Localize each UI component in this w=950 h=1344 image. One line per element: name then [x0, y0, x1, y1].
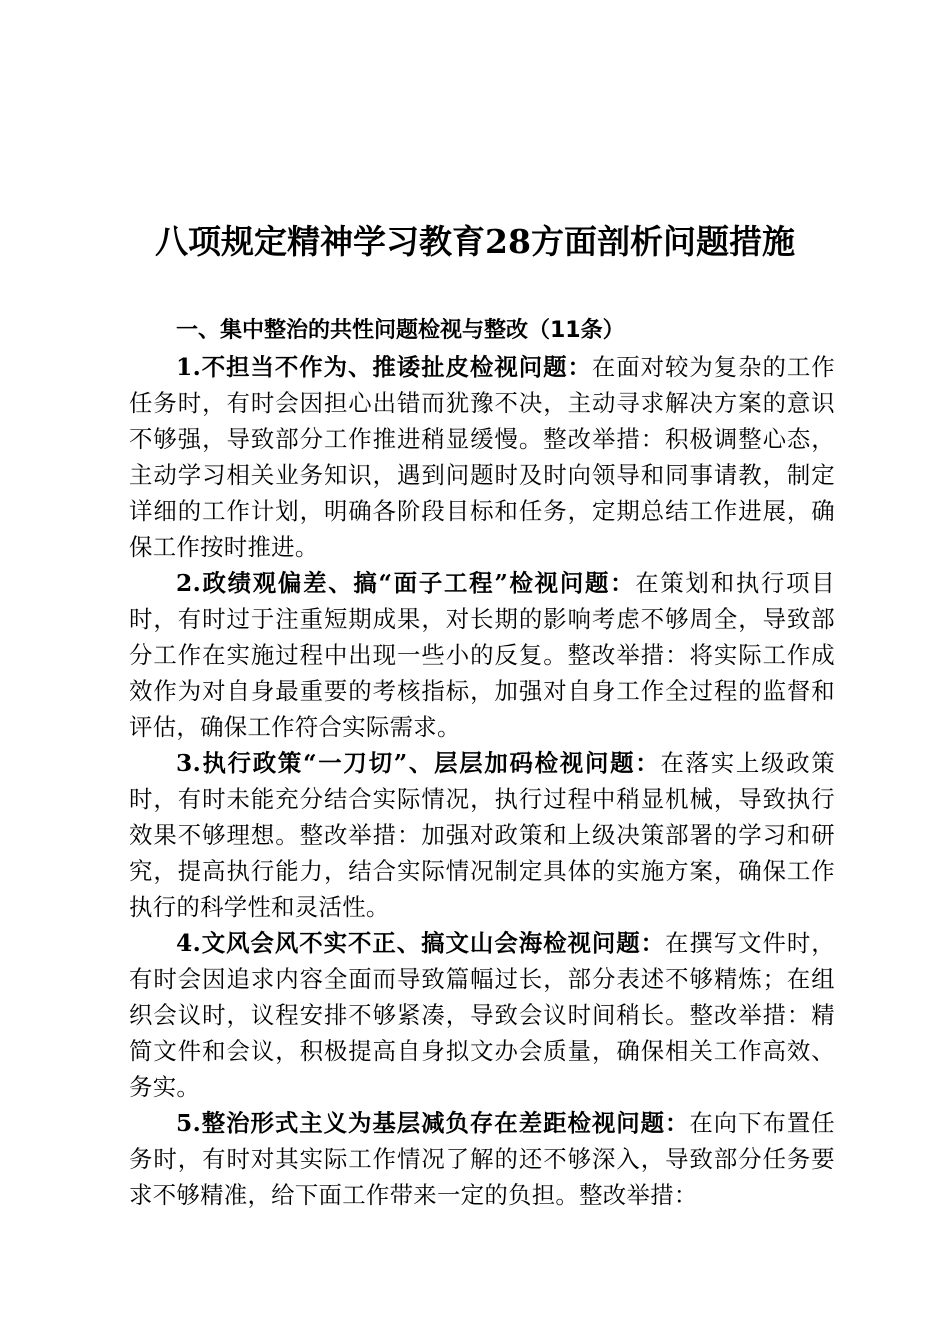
item-text: 在策划和执行项目时，有时过于注重短期成果，对长期的影响考虑不够周全，导致部分工作在实施过程中出现一些小的反复。整改举措：将实际工作成效作为对自身最重要的考核指标，加强对自身工作全过程的监督和评估，确保工作符合实际需求。 — [129, 569, 835, 741]
item-text: 在撰写文件时，有时会因追求内容全面而导致篇幅过长，部分表述不够精炼；在组织会议时，议程安排不够紧凑，导致会议时间稍长。整改举措：精简文件和会议，积极提高自身拟文办会质量，确保相关工作高效、务实。 — [129, 929, 835, 1101]
list-item — [129, 349, 835, 565]
item-text: 在落实上级政策时，有时未能充分结合实际情况，执行过程中稍显机械，导致执行效果不够理想。整改举措：加强对政策和上级决策部署的学习和研究，提高执行能力，结合实际情况制定具体的实施方案，确保工作执行的科学性和灵活性。 — [129, 749, 835, 921]
item-heading: 2.政绩观偏差、搞“面子工程”检视问题： — [176, 569, 636, 597]
document-title: 八项规定精神学习教育28方面剖析问题措施 — [155, 222, 795, 261]
list-item — [129, 565, 835, 745]
item-heading: 3.执行政策“一刀切”、层层加码检视问题： — [176, 749, 661, 777]
document-body — [129, 313, 835, 1213]
item-text: 在面对较为复杂的工作任务时，有时会因担心出错而犹豫不决，主动寻求解决方案的意识不够强，导致部分工作推进稍显缓慢。整改举措：积极调整心态，主动学习相关业务知识，遇到问题时及时向领导和同事请教，制定详细的工作计划，明确各阶段目标和任务，定期总结工作进展，确保工作按时推进。 — [129, 353, 836, 561]
item-heading: 5.整治形式主义为基层减负存在差距检视问题： — [176, 1109, 690, 1137]
section-heading: 一、集中整治的共性问题检视与整改（11条） — [176, 318, 625, 343]
item-heading: 1.不担当不作为、推诿扯皮检视问题： — [176, 353, 592, 381]
list-item — [129, 1105, 835, 1213]
list-item — [129, 745, 835, 925]
item-heading: 4.文风会风不实不正、搞文山会海检视问题： — [176, 929, 665, 957]
list-item — [129, 925, 835, 1105]
item-text: 在向下布置任务时，有时对其实际工作情况了解的还不够深入，导致部分任务要求不够精准，给下面工作带来一定的负担。整改举措： — [129, 1109, 835, 1209]
